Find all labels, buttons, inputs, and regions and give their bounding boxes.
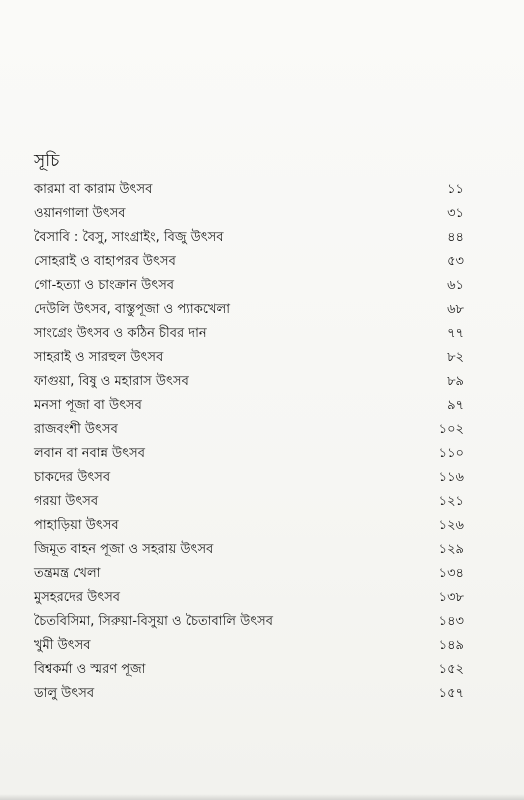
toc-entry xyxy=(34,346,464,370)
toc-entry-page: ১৫২ xyxy=(438,662,464,677)
toc-entry-page: ৩১ xyxy=(447,206,464,221)
toc-entry-page: ১৪৯ xyxy=(438,638,464,653)
toc-entry xyxy=(34,226,464,250)
toc-entry-page: ৬৮ xyxy=(447,302,464,317)
toc-entry-title: পাহাড়িয়া উৎসব xyxy=(34,518,119,533)
toc-entry-title: খুমী উৎসব xyxy=(34,638,91,653)
toc-entry-title: বৈসাবি : বৈসু, সাংগ্রাইং, বিজু উৎসব xyxy=(34,230,224,245)
toc-entry xyxy=(34,250,464,274)
toc-entry-page: ১১৬ xyxy=(438,470,464,485)
toc-entry-page: ১১০ xyxy=(438,446,464,461)
toc-entry-title: ওয়ানগালা উৎসব xyxy=(34,206,126,221)
toc-entry-title: ডালু উৎসব xyxy=(34,686,95,701)
toc-entry xyxy=(34,202,464,226)
toc-entry-page: ১২৯ xyxy=(438,542,464,557)
toc-entry-title: তন্ত্রমন্ত্র খেলা xyxy=(34,566,101,581)
toc-entry-title: দেউলি উৎসব, বাস্তুপূজা ও প্যাকখেলা xyxy=(34,302,231,317)
toc-entry-page: ৭৭ xyxy=(447,326,464,341)
toc-entry-page: ৬১ xyxy=(447,278,464,293)
toc-entry xyxy=(34,586,464,610)
toc-entry xyxy=(34,634,464,658)
page-title: সূচি xyxy=(34,151,60,171)
toc-entry-title: গো-হত্যা ও চাংক্রান উৎসব xyxy=(34,278,175,293)
toc-entry xyxy=(34,490,464,514)
toc-entry-page: ৮৯ xyxy=(447,374,464,389)
toc-entry-page: ৯৭ xyxy=(447,398,464,413)
toc-entry xyxy=(34,562,464,586)
toc-entry xyxy=(34,298,464,322)
toc-entry xyxy=(34,322,464,346)
toc-entry-page: ১২১ xyxy=(438,494,464,509)
toc-entry xyxy=(34,538,464,562)
toc-entry-title: লবান বা নবান্ন উৎসব xyxy=(34,446,145,461)
toc-entry xyxy=(34,442,464,466)
toc-entry-page: ১০২ xyxy=(438,422,464,437)
toc-entry-title: সোহরাই ও বাহাপরব উৎসব xyxy=(34,254,176,269)
toc-entry xyxy=(34,394,464,418)
toc-entry-page: ১১ xyxy=(447,182,464,197)
toc-entry-title: জিমূত বাহন পূজা ও সহরায় উৎসব xyxy=(34,542,214,557)
toc-entry-title: সাংগ্রেং উৎসব ও কঠিন চীবর দান xyxy=(34,326,207,341)
toc-entry-title: গরয়া উৎসব xyxy=(34,494,99,509)
toc-entry-page: ১৪৩ xyxy=(438,614,464,629)
toc-entry xyxy=(34,418,464,442)
toc-entry xyxy=(34,370,464,394)
toc-entry-page: ৪৪ xyxy=(447,230,464,245)
toc-entry-page: ১২৬ xyxy=(438,518,464,533)
toc-entry-page: ১৩৪ xyxy=(438,566,464,581)
toc-entry-title: মনসা পূজা বা উৎসব xyxy=(34,398,142,413)
toc-entry xyxy=(34,610,464,634)
toc-entry xyxy=(34,658,464,682)
toc-entry-page: ১৩৮ xyxy=(438,590,464,605)
toc-entry-title: বিশ্বকর্মা ও স্মরণ পূজা xyxy=(34,662,146,677)
toc-entry-page: ৫৩ xyxy=(447,254,464,269)
toc-entry-title: চাকদের উৎসব xyxy=(34,470,111,485)
page-bottom-edge xyxy=(0,794,524,800)
toc-entry-title: রাজবংশী উৎসব xyxy=(34,422,118,437)
toc-entry xyxy=(34,274,464,298)
toc-entry-title: মুসহরদের উৎসব xyxy=(34,590,121,605)
toc-entry-title: চৈতবিসিমা, সিরুয়া-বিসুয়া ও চৈতাবালি উৎসব xyxy=(34,614,273,629)
toc-entry xyxy=(34,466,464,490)
toc-entry xyxy=(34,178,464,202)
toc-entry-title: ফাগুয়া, বিষু ও মহারাস উৎসব xyxy=(34,374,189,389)
toc-entry-page: ৮২ xyxy=(447,350,464,365)
table-of-contents xyxy=(34,178,464,706)
toc-entry-title: কারমা বা কারাম উৎসব xyxy=(34,182,153,197)
toc-entry xyxy=(34,514,464,538)
toc-entry xyxy=(34,682,464,706)
toc-entry-page: ১৫৭ xyxy=(438,686,464,701)
toc-entry-title: সাহরাই ও সারহুল উৎসব xyxy=(34,350,164,365)
